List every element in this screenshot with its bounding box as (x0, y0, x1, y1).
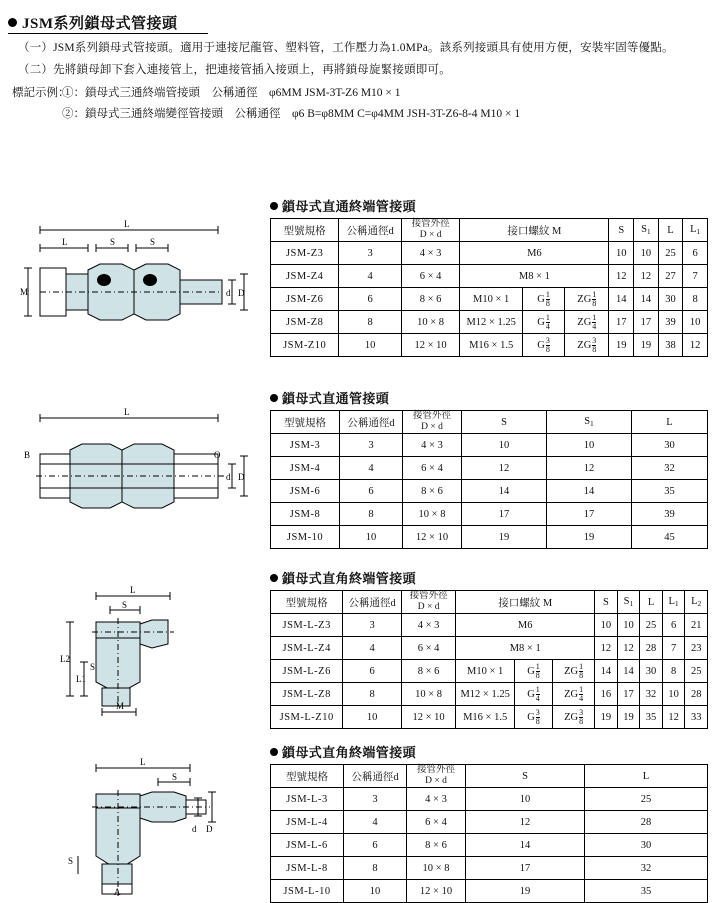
svg-text:S: S (172, 772, 178, 782)
cell-s: 14 (609, 288, 634, 311)
cell-model: JSM-L-10 (271, 880, 344, 903)
cell-thread-metric: M16 × 1.5 (460, 334, 523, 357)
col-l: L (585, 765, 708, 788)
cell-thread-g: G $\frac{1}{4}$ (514, 683, 552, 706)
cell-l1: 6 (683, 242, 708, 265)
cell-model: JSM-L-8 (271, 857, 344, 880)
bullet-icon (8, 18, 17, 27)
cell-s: 14 (466, 834, 585, 857)
table-row (271, 706, 708, 729)
col-model: 型號規格 (271, 591, 343, 614)
svg-text:S: S (68, 856, 74, 866)
cell-s1: 14 (634, 288, 659, 311)
cell-s: 19 (595, 706, 618, 729)
cell-tube-od: 4 × 3 (407, 788, 466, 811)
cell-tube-od: 6 × 4 (401, 265, 459, 288)
svg-text:L: L (124, 219, 130, 229)
cell-s: 10 (595, 614, 618, 637)
cell-model: JSM-Z4 (271, 265, 339, 288)
cell-bore: 4 (343, 637, 402, 660)
cell-thread-metric: M12 × 1.25 (460, 311, 523, 334)
cell-s1: 17 (617, 683, 640, 706)
cell-model: JSM-Z10 (271, 334, 339, 357)
col-bore: 公稱通徑d (339, 219, 402, 242)
col-s: S (466, 765, 585, 788)
cell-s1: 10 (634, 242, 659, 265)
cell-s1: 12 (617, 637, 640, 660)
section-heading-2 (270, 388, 389, 407)
bullet-icon (270, 394, 278, 402)
table-row (271, 614, 708, 637)
cell-l2: 28 (685, 683, 708, 706)
cell-bore: 3 (339, 242, 402, 265)
cell-model: JSM-L-Z6 (271, 660, 343, 683)
cell-thread-metric: M12 × 1.25 (456, 683, 515, 706)
table-row (271, 857, 708, 880)
cell-tube-od: 4 × 3 (401, 614, 455, 637)
cell-l: 30 (632, 434, 708, 457)
section-heading-4 (270, 742, 416, 761)
cell-l: 35 (585, 880, 708, 903)
cell-tube-od: 10 × 8 (403, 503, 462, 526)
cell-l: 27 (658, 265, 683, 288)
cell-l: 32 (640, 683, 663, 706)
drawing-straight-terminal (18, 208, 258, 348)
svg-text:L: L (62, 237, 68, 247)
cell-thread-g: G $\frac{1}{8}$ (514, 660, 552, 683)
section-heading-1-text: 鎖母式直通終端管接頭 (282, 199, 417, 214)
cell-s: 12 (466, 811, 585, 834)
col-l: L (640, 591, 663, 614)
table-row (271, 311, 708, 334)
col-tube-od: 接管外徑 D × d (401, 219, 459, 242)
section-heading-1 (270, 196, 416, 215)
cell-s: 12 (595, 637, 618, 660)
cell-thread-zg: ZG $\frac{1}{4}$ (565, 311, 609, 334)
example-label: 標記示例： (12, 87, 70, 99)
col-s1: $S_1$ (634, 219, 659, 242)
cell-l: 30 (658, 288, 683, 311)
svg-text:L: L (130, 585, 136, 595)
cell-model: JSM-L-3 (271, 788, 344, 811)
cell-model: JSM-3 (271, 434, 340, 457)
svg-text:d: d (226, 472, 231, 482)
svg-text:O: O (214, 450, 221, 460)
cell-s: 10 (462, 434, 547, 457)
spec-table-2 (270, 410, 708, 549)
cell-bore: 4 (340, 457, 403, 480)
cell-bore: 10 (339, 334, 402, 357)
cell-thread: M6 (456, 614, 595, 637)
col-l1: $L_1$ (662, 591, 685, 614)
cell-l1: 12 (662, 706, 685, 729)
cell-thread-metric: M16 × 1.5 (456, 706, 515, 729)
cell-s: 16 (595, 683, 618, 706)
cell-bore: 10 (340, 526, 403, 549)
cell-model: JSM-L-Z3 (271, 614, 343, 637)
cell-l: 30 (585, 834, 708, 857)
col-model: 型號規格 (271, 765, 344, 788)
svg-text:D: D (206, 824, 213, 834)
cell-l: 35 (640, 706, 663, 729)
cell-tube-od: 12 × 10 (403, 526, 462, 549)
cell-s1: 19 (634, 334, 659, 357)
col-thread: 接口螺紋 M (456, 591, 595, 614)
spec-table-4 (270, 764, 708, 903)
cell-tube-od: 6 × 4 (407, 811, 466, 834)
cell-thread-zg: ZG $\frac{1}{8}$ (553, 660, 595, 683)
svg-text:M: M (20, 287, 29, 297)
svg-text:D: D (238, 472, 245, 482)
cell-l: 35 (632, 480, 708, 503)
cell-l1: 8 (662, 660, 685, 683)
note-1: （一）JSM系列鎖母式管接頭。適用于連接尼龍管、塑料管，工作壓力為1.0MPa。該系列接頭具有使用方便，安裝牢固等優點。 (18, 42, 674, 54)
table-row (271, 480, 708, 503)
svg-text:L: L (140, 757, 146, 767)
cell-l: 38 (658, 334, 683, 357)
table-row (271, 637, 708, 660)
cell-s: 17 (462, 503, 547, 526)
cell-bore: 10 (344, 880, 407, 903)
table-header-row (271, 591, 708, 614)
svg-text:M: M (116, 701, 125, 711)
cell-s: 19 (609, 334, 634, 357)
cell-s1: 19 (617, 706, 640, 729)
cell-bore: 3 (343, 614, 402, 637)
table-header-row (271, 411, 708, 434)
svg-text:S: S (110, 237, 116, 247)
cell-bore: 4 (339, 265, 402, 288)
col-tube-od: 接管外徑 D × d (403, 411, 462, 434)
col-tube-od: 接管外徑 D × d (401, 591, 455, 614)
cell-l1: 12 (683, 334, 708, 357)
cell-s: 12 (609, 265, 634, 288)
table-row (271, 834, 708, 857)
col-tube-od: 接管外徑 D × d (407, 765, 466, 788)
table-row (271, 526, 708, 549)
cell-tube-od: 8 × 6 (401, 660, 455, 683)
svg-text:d: d (226, 288, 231, 298)
section-heading-2-text: 鎖母式直通管接頭 (282, 391, 390, 406)
col-thread: 接口螺紋 M (460, 219, 609, 242)
col-bore: 公稱通徑d (340, 411, 403, 434)
section-heading-4-text: 鎖母式直角終端管接頭 (282, 745, 417, 760)
cell-s1: 10 (547, 434, 632, 457)
example-1: ①：鎖母式三通終端管接頭 公稱通徑 φ6MM JSM-3T-Z6 M10 × 1 (62, 87, 401, 99)
table-row (271, 434, 708, 457)
cell-bore: 8 (340, 503, 403, 526)
cell-thread-zg: ZG $\frac{3}{8}$ (565, 334, 609, 357)
cell-l1: 6 (662, 614, 685, 637)
cell-s1: 17 (634, 311, 659, 334)
cell-bore: 8 (344, 857, 407, 880)
table-row (271, 788, 708, 811)
svg-text:L1: L1 (76, 674, 86, 684)
cell-s: 10 (609, 242, 634, 265)
cell-s: 14 (595, 660, 618, 683)
cell-s1: 12 (547, 457, 632, 480)
cell-model: JSM-10 (271, 526, 340, 549)
col-l1: $L_1$ (683, 219, 708, 242)
section-heading-3-text: 鎖母式直角終端管接頭 (282, 571, 417, 586)
cell-l: 39 (632, 503, 708, 526)
svg-text:S: S (150, 237, 156, 247)
cell-l2: 23 (685, 637, 708, 660)
cell-l: 32 (632, 457, 708, 480)
bullet-icon (270, 202, 278, 210)
table-row (271, 242, 708, 265)
page-title (8, 12, 178, 33)
spec-table-1 (270, 218, 708, 357)
col-l2: $L_2$ (685, 591, 708, 614)
cell-bore: 3 (340, 434, 403, 457)
cell-thread: M6 (460, 242, 609, 265)
cell-model: JSM-Z8 (271, 311, 339, 334)
cell-s: 17 (466, 857, 585, 880)
cell-l: 28 (585, 811, 708, 834)
cell-thread-metric: M10 × 1 (460, 288, 523, 311)
cell-model: JSM-L-Z8 (271, 683, 343, 706)
cell-thread: M8 × 1 (456, 637, 595, 660)
col-s1: $S_1$ (617, 591, 640, 614)
cell-bore: 4 (344, 811, 407, 834)
cell-l1: 8 (683, 288, 708, 311)
table-row (271, 683, 708, 706)
cell-model: JSM-L-Z10 (271, 706, 343, 729)
cell-bore: 8 (339, 311, 402, 334)
page-title-text: JSM系列鎖母式管接頭 (22, 16, 178, 32)
cell-l: 28 (640, 637, 663, 660)
cell-l: 25 (658, 242, 683, 265)
cell-s: 14 (462, 480, 547, 503)
cell-tube-od: 4 × 3 (401, 242, 459, 265)
cell-thread-g: G $\frac{3}{8}$ (522, 334, 564, 357)
table-row (271, 334, 708, 357)
cell-l: 39 (658, 311, 683, 334)
cell-s: 19 (462, 526, 547, 549)
col-s: S (595, 591, 618, 614)
table-row (271, 265, 708, 288)
table-row (271, 457, 708, 480)
table-row (271, 660, 708, 683)
note-2: （二）先將鎖母卸下套入連接管上，把連接管插入接頭上，再將鎖母旋緊接頭即可。 (18, 64, 451, 76)
cell-bore: 3 (344, 788, 407, 811)
cell-thread-zg: ZG $\frac{3}{8}$ (553, 706, 595, 729)
cell-bore: 6 (343, 660, 402, 683)
col-model: 型號規格 (271, 411, 340, 434)
table-header-row (271, 765, 708, 788)
table-row (271, 503, 708, 526)
section-heading-3 (270, 568, 416, 587)
cell-l: 45 (632, 526, 708, 549)
drawing-elbow-terminal (40, 578, 230, 718)
svg-text:L2: L2 (60, 654, 70, 664)
cell-tube-od: 8 × 6 (401, 288, 459, 311)
cell-model: JSM-L-Z4 (271, 637, 343, 660)
cell-model: JSM-L-6 (271, 834, 344, 857)
cell-l: 30 (640, 660, 663, 683)
cell-l2: 33 (685, 706, 708, 729)
cell-s: 17 (609, 311, 634, 334)
cell-s1: 17 (547, 503, 632, 526)
drawing-straight-union (18, 398, 258, 528)
svg-text:S: S (90, 662, 96, 672)
cell-l: 25 (585, 788, 708, 811)
svg-text:A: A (114, 887, 121, 897)
col-bore: 公稱通徑d (344, 765, 407, 788)
cell-l2: 25 (685, 660, 708, 683)
cell-tube-od: 6 × 4 (403, 457, 462, 480)
col-l: L (632, 411, 708, 434)
svg-text:S: S (122, 600, 128, 610)
col-model: 型號規格 (271, 219, 339, 242)
table-row (271, 288, 708, 311)
svg-text:L: L (124, 407, 130, 417)
cell-thread-g: G $\frac{3}{8}$ (514, 706, 552, 729)
cell-tube-od: 10 × 8 (407, 857, 466, 880)
cell-model: JSM-L-4 (271, 811, 344, 834)
cell-thread-metric: M10 × 1 (456, 660, 515, 683)
cell-bore: 8 (343, 683, 402, 706)
cell-tube-od: 4 × 3 (403, 434, 462, 457)
col-bore: 公稱通徑d (343, 591, 402, 614)
cell-model: JSM-4 (271, 457, 340, 480)
cell-s1: 14 (547, 480, 632, 503)
cell-tube-od: 12 × 10 (407, 880, 466, 903)
cell-tube-od: 10 × 8 (401, 311, 459, 334)
svg-text:B: B (24, 450, 31, 460)
cell-thread-g: G $\frac{1}{4}$ (522, 311, 564, 334)
col-l: L (658, 219, 683, 242)
svg-text:D: D (238, 288, 245, 298)
cell-l1: 7 (683, 265, 708, 288)
cell-l: 25 (640, 614, 663, 637)
cell-tube-od: 6 × 4 (401, 637, 455, 660)
cell-s1: 10 (617, 614, 640, 637)
bullet-icon (270, 748, 278, 756)
cell-l1: 7 (662, 637, 685, 660)
cell-l: 32 (585, 857, 708, 880)
col-s: S (462, 411, 547, 434)
cell-s: 12 (462, 457, 547, 480)
table-row (271, 880, 708, 903)
table-row (271, 811, 708, 834)
cell-l1: 10 (662, 683, 685, 706)
cell-model: JSM-6 (271, 480, 340, 503)
cell-l2: 21 (685, 614, 708, 637)
cell-tube-od: 12 × 10 (401, 706, 455, 729)
col-s: S (609, 219, 634, 242)
cell-tube-od: 8 × 6 (403, 480, 462, 503)
cell-model: JSM-8 (271, 503, 340, 526)
spec-table-3 (270, 590, 708, 729)
cell-bore: 6 (344, 834, 407, 857)
bullet-icon (270, 574, 278, 582)
title-underline (8, 33, 208, 34)
cell-tube-od: 10 × 8 (401, 683, 455, 706)
cell-s: 10 (466, 788, 585, 811)
col-s1: $S_1$ (547, 411, 632, 434)
cell-model: JSM-Z6 (271, 288, 339, 311)
cell-s1: 19 (547, 526, 632, 549)
svg-text:d: d (192, 824, 197, 834)
cell-thread-g: G $\frac{1}{8}$ (522, 288, 564, 311)
cell-s1: 12 (634, 265, 659, 288)
table-header-row (271, 219, 708, 242)
cell-bore: 6 (339, 288, 402, 311)
cell-model: JSM-Z3 (271, 242, 339, 265)
example-2: ②：鎖母式三通終端變徑管接頭 公稱通徑 φ6 B=φ8MM C=φ4MM JSH-3T-Z6-8-4 M10 × 1 (62, 108, 521, 120)
cell-s1: 14 (617, 660, 640, 683)
cell-bore: 10 (343, 706, 402, 729)
cell-bore: 6 (340, 480, 403, 503)
cell-s: 19 (466, 880, 585, 903)
cell-tube-od: 12 × 10 (401, 334, 459, 357)
cell-thread-zg: ZG $\frac{1}{8}$ (565, 288, 609, 311)
cell-l1: 10 (683, 311, 708, 334)
cell-thread: M8 × 1 (460, 265, 609, 288)
cell-tube-od: 8 × 6 (407, 834, 466, 857)
cell-thread-zg: ZG $\frac{1}{4}$ (553, 683, 595, 706)
drawing-elbow-union (40, 752, 240, 897)
